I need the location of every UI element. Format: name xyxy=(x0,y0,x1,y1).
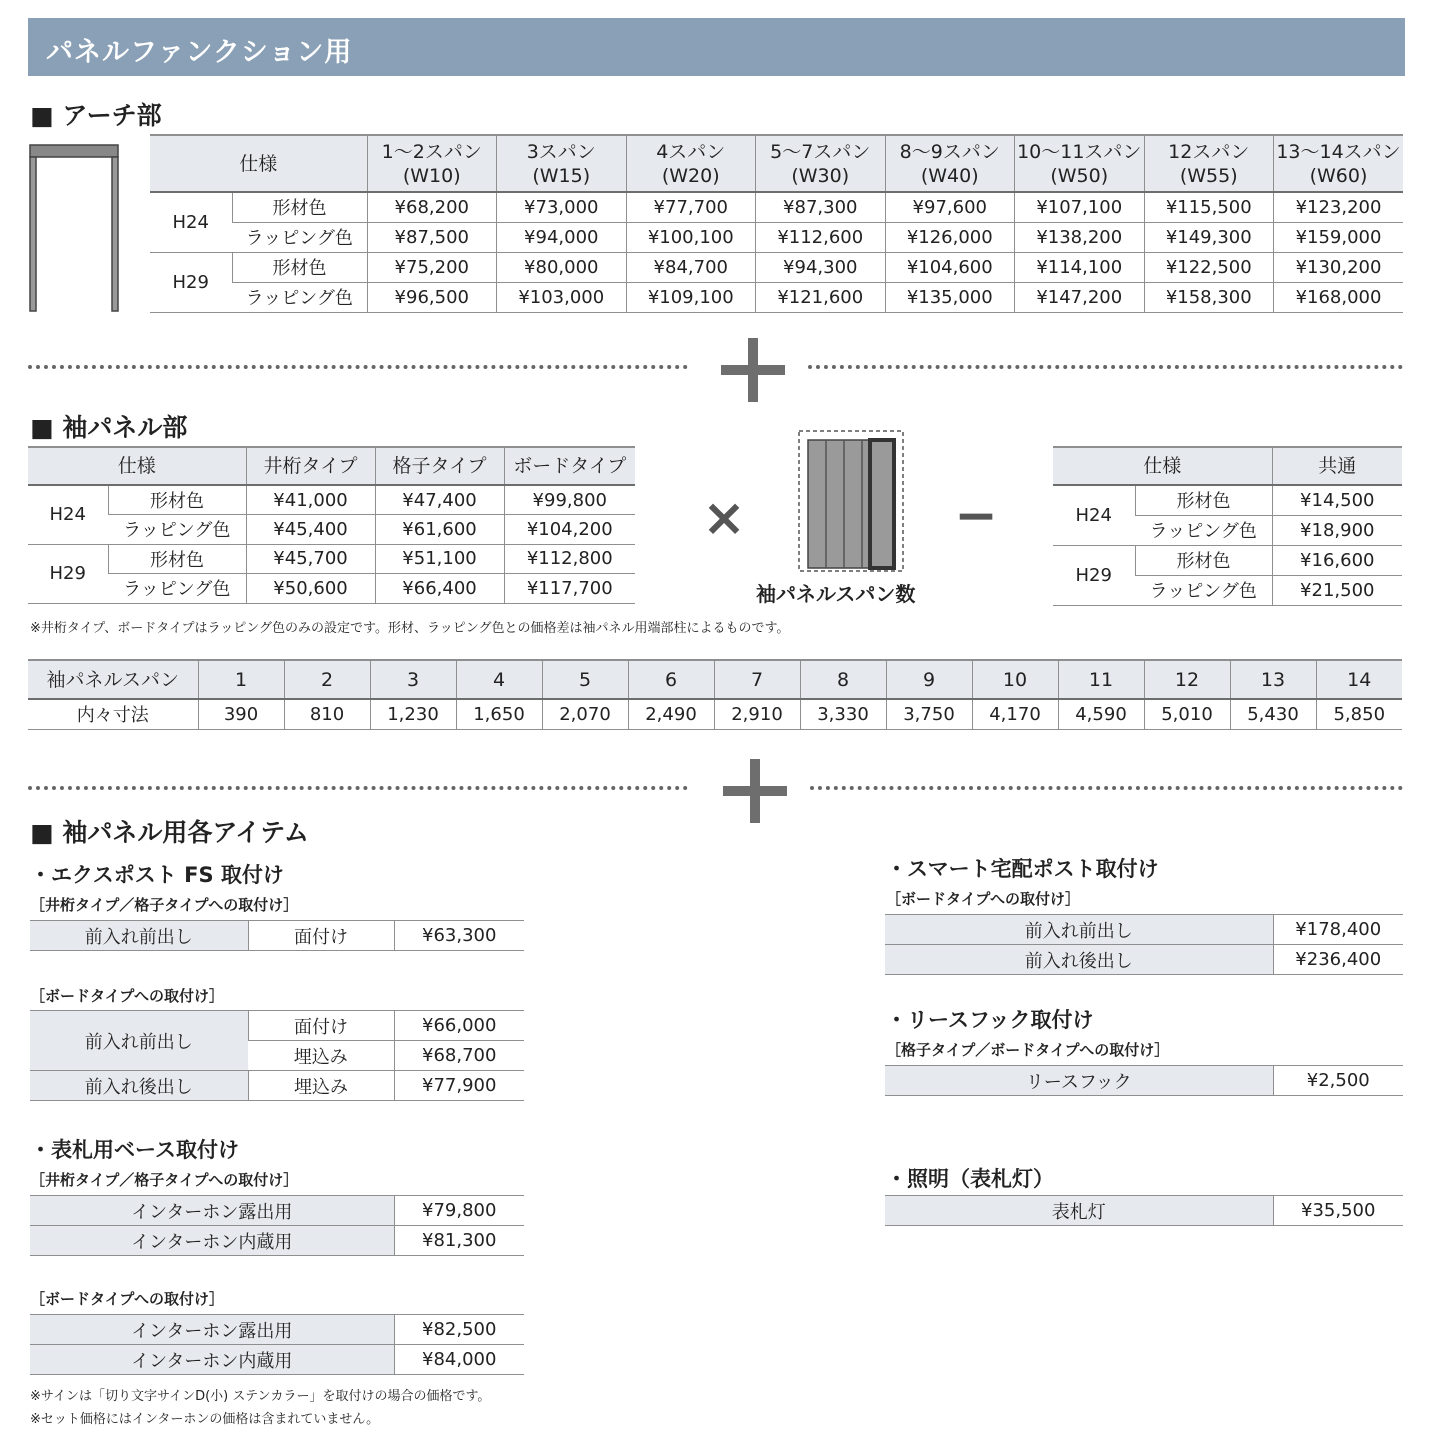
price-cell: ¥82,500 xyxy=(394,1315,524,1345)
nameplate-table-2 xyxy=(30,1314,524,1375)
price-cell: ¥121,600 xyxy=(756,282,886,312)
sleeve-spec-header: 仕様 xyxy=(28,447,246,485)
height-cell: H24 xyxy=(150,192,232,252)
wreath-sub: ［格子タイプ／ボードタイプへの取付け］ xyxy=(886,1041,1170,1059)
price-cell: ¥77,700 xyxy=(626,192,756,222)
price-cell: ¥94,000 xyxy=(497,222,627,252)
size-cell: 5,430 xyxy=(1230,699,1316,729)
expost-title: ・エクスポスト FS 取付け xyxy=(30,863,284,887)
price-cell: ¥103,000 xyxy=(497,282,627,312)
install-cell: 埋込み xyxy=(248,1041,394,1071)
price-cell: ¥73,000 xyxy=(497,192,627,222)
price-cell: ¥66,400 xyxy=(375,574,504,604)
price-cell: ¥41,000 xyxy=(246,485,375,515)
size-cell: 3,330 xyxy=(800,699,886,729)
table-row xyxy=(30,1226,524,1256)
item-cell: 前入れ後出し xyxy=(885,945,1273,975)
span-number: 11 xyxy=(1058,660,1144,699)
price-cell: ¥126,000 xyxy=(885,222,1015,252)
wreath-title: ・リースフック取付け xyxy=(886,1008,1094,1032)
table-row xyxy=(30,1071,524,1101)
items-note-2: ※セット価格にはインターホンの価格は含まれていません。 xyxy=(30,1412,380,1427)
price-cell: ¥84,000 xyxy=(394,1345,524,1375)
item-cell: インターホン内蔵用 xyxy=(30,1345,394,1375)
sleeve-col-header: 格子タイプ xyxy=(375,447,504,485)
color-cell: 形材色 xyxy=(108,544,246,574)
table-row xyxy=(885,915,1403,945)
price-cell: ¥123,200 xyxy=(1274,192,1404,222)
arch-price-table xyxy=(150,134,1403,313)
sleeve-price-table xyxy=(28,446,635,604)
size-cell: 3,750 xyxy=(886,699,972,729)
smart-post-title: ・スマート宅配ポスト取付け xyxy=(886,857,1159,881)
price-cell: ¥158,300 xyxy=(1144,282,1274,312)
minus-sign: − xyxy=(954,486,998,546)
arch-col-header: 8〜9スパン (W40) xyxy=(885,135,1015,192)
span-number: 2 xyxy=(284,660,370,699)
price-cell: ¥35,500 xyxy=(1273,1196,1403,1226)
nameplate-title: ・表札用ベース取付け xyxy=(30,1138,239,1162)
size-cell: 5,010 xyxy=(1144,699,1230,729)
light-table xyxy=(885,1195,1403,1226)
size-cell: 5,850 xyxy=(1316,699,1402,729)
span-number: 7 xyxy=(714,660,800,699)
smart-post-sub: ［ボードタイプへの取付け］ xyxy=(886,890,1080,908)
table-row xyxy=(150,282,1403,312)
dotted-divider xyxy=(28,786,688,790)
common-spec-header: 仕様 xyxy=(1053,447,1272,485)
price-cell: ¥2,500 xyxy=(1273,1066,1403,1096)
span-number: 1 xyxy=(198,660,284,699)
price-cell: ¥147,200 xyxy=(1015,282,1145,312)
span-number: 12 xyxy=(1144,660,1230,699)
size-row-label: 内々寸法 xyxy=(28,699,198,729)
common-price-table xyxy=(1053,446,1402,606)
size-cell: 1,650 xyxy=(456,699,542,729)
price-cell: ¥159,000 xyxy=(1274,222,1404,252)
table-row xyxy=(28,515,635,545)
common-col-header: 共通 xyxy=(1272,447,1402,485)
mount-type-cell: 前入れ前出し xyxy=(30,921,248,951)
price-cell: ¥21,500 xyxy=(1272,575,1402,605)
color-cell: ラッピング色 xyxy=(232,282,367,312)
smart-post-table xyxy=(885,914,1403,975)
table-row xyxy=(28,544,635,574)
price-cell: ¥87,500 xyxy=(367,222,497,252)
size-cell: 4,590 xyxy=(1058,699,1144,729)
height-cell: H24 xyxy=(1053,485,1135,545)
arch-col-header: 3スパン (W15) xyxy=(497,135,627,192)
price-cell: ¥115,500 xyxy=(1144,192,1274,222)
price-cell: ¥149,300 xyxy=(1144,222,1274,252)
price-cell: ¥107,100 xyxy=(1015,192,1145,222)
dotted-divider xyxy=(28,365,688,369)
arch-heading: ■ アーチ部 xyxy=(30,101,162,130)
item-cell: リースフック xyxy=(885,1066,1273,1096)
size-cell: 2,910 xyxy=(714,699,800,729)
size-cell: 810 xyxy=(284,699,370,729)
price-cell: ¥168,000 xyxy=(1274,282,1404,312)
size-cell: 1,230 xyxy=(370,699,456,729)
color-cell: 形材色 xyxy=(108,485,246,515)
expost-table-1 xyxy=(30,920,524,951)
price-cell: ¥112,600 xyxy=(756,222,886,252)
span-number: 6 xyxy=(628,660,714,699)
price-cell: ¥14,500 xyxy=(1272,485,1402,515)
sleeve-note: ※井桁タイプ、ボードタイプはラッピング色のみの設定です。形材、ラッピング色との価格差は袖パネル用端部柱によるものです。 xyxy=(30,621,790,636)
price-cell: ¥112,800 xyxy=(504,544,635,574)
items-note-1: ※サインは「切り文字サインD(小) ステンカラー」を取付けの場合の価格です。 xyxy=(30,1389,491,1404)
span-number: 8 xyxy=(800,660,886,699)
span-size-table xyxy=(28,659,1402,730)
price-cell: ¥117,700 xyxy=(504,574,635,604)
size-cell: 2,070 xyxy=(542,699,628,729)
wreath-table xyxy=(885,1065,1403,1096)
price-cell: ¥47,400 xyxy=(375,485,504,515)
dotted-divider xyxy=(810,786,1403,790)
price-cell: ¥178,400 xyxy=(1273,915,1403,945)
price-cell: ¥104,600 xyxy=(885,252,1015,282)
size-cell: 390 xyxy=(198,699,284,729)
item-cell: インターホン露出用 xyxy=(30,1315,394,1345)
price-cell: ¥68,200 xyxy=(367,192,497,222)
table-row xyxy=(1053,485,1402,515)
price-cell: ¥96,500 xyxy=(367,282,497,312)
price-cell: ¥50,600 xyxy=(246,574,375,604)
table-row xyxy=(885,1196,1403,1226)
table-row xyxy=(28,485,635,515)
span-number: 10 xyxy=(972,660,1058,699)
price-cell: ¥81,300 xyxy=(394,1226,524,1256)
price-cell: ¥122,500 xyxy=(1144,252,1274,282)
sleeve-col-header: 井桁タイプ xyxy=(246,447,375,485)
color-cell: ラッピング色 xyxy=(1135,575,1272,605)
price-cell: ¥51,100 xyxy=(375,544,504,574)
arch-col-header: 4スパン (W20) xyxy=(626,135,756,192)
table-row xyxy=(885,1066,1403,1096)
sleeve-heading: ■ 袖パネル部 xyxy=(30,413,188,442)
table-row xyxy=(30,1011,524,1041)
span-number: 9 xyxy=(886,660,972,699)
price-cell: ¥138,200 xyxy=(1015,222,1145,252)
color-cell: ラッピング色 xyxy=(108,574,246,604)
price-cell: ¥114,100 xyxy=(1015,252,1145,282)
price-cell: ¥18,900 xyxy=(1272,515,1402,545)
arch-col-header: 1〜2スパン (W10) xyxy=(367,135,497,192)
price-cell: ¥45,700 xyxy=(246,544,375,574)
span-count-caption: 袖パネルスパン数 xyxy=(756,582,916,606)
table-row xyxy=(30,1196,524,1226)
install-cell: 面付け xyxy=(248,1011,394,1041)
price-cell: ¥104,200 xyxy=(504,515,635,545)
multiply-sign: × xyxy=(702,488,746,548)
item-cell: インターホン内蔵用 xyxy=(30,1226,394,1256)
table-row xyxy=(28,574,635,604)
price-cell: ¥63,300 xyxy=(394,921,524,951)
price-cell: ¥16,600 xyxy=(1272,545,1402,575)
price-cell: ¥236,400 xyxy=(1273,945,1403,975)
color-cell: 形材色 xyxy=(232,252,367,282)
item-cell: 表札灯 xyxy=(885,1196,1273,1226)
mount-type-cell: 前入れ前出し xyxy=(30,1011,248,1071)
price-cell: ¥61,600 xyxy=(375,515,504,545)
color-cell: ラッピング色 xyxy=(108,515,246,545)
price-cell: ¥109,100 xyxy=(626,282,756,312)
price-cell: ¥79,800 xyxy=(394,1196,524,1226)
dotted-divider xyxy=(808,365,1403,369)
page-banner: パネルファンクション用 xyxy=(28,18,1405,76)
table-row xyxy=(30,1345,524,1375)
price-cell: ¥75,200 xyxy=(367,252,497,282)
table-row xyxy=(885,945,1403,975)
price-cell: ¥77,900 xyxy=(394,1071,524,1101)
span-number: 4 xyxy=(456,660,542,699)
height-cell: H29 xyxy=(1053,545,1135,605)
install-cell: 面付け xyxy=(248,921,394,951)
price-cell: ¥100,100 xyxy=(626,222,756,252)
table-row xyxy=(1053,545,1402,575)
item-cell: インターホン露出用 xyxy=(30,1196,394,1226)
arch-spec-header: 仕様 xyxy=(150,135,367,192)
arch-col-header: 5〜7スパン (W30) xyxy=(756,135,886,192)
table-row xyxy=(30,1315,524,1345)
table-row xyxy=(28,699,1402,729)
nameplate-sub2: ［ボードタイプへの取付け］ xyxy=(30,1290,224,1308)
plus-icon xyxy=(723,759,787,823)
table-row xyxy=(30,921,524,951)
price-cell: ¥97,600 xyxy=(885,192,1015,222)
span-number: 13 xyxy=(1230,660,1316,699)
size-cell: 2,490 xyxy=(628,699,714,729)
table-row xyxy=(150,252,1403,282)
price-cell: ¥99,800 xyxy=(504,485,635,515)
price-cell: ¥135,000 xyxy=(885,282,1015,312)
span-number: 5 xyxy=(542,660,628,699)
price-cell: ¥87,300 xyxy=(756,192,886,222)
span-label-header: 袖パネルスパン xyxy=(28,660,198,699)
size-cell: 4,170 xyxy=(972,699,1058,729)
color-cell: ラッピング色 xyxy=(232,222,367,252)
price-cell: ¥130,200 xyxy=(1274,252,1404,282)
table-row xyxy=(150,192,1403,222)
table-row xyxy=(150,222,1403,252)
install-cell: 埋込み xyxy=(248,1071,394,1101)
sleeve-col-header: ボードタイプ xyxy=(504,447,635,485)
price-cell: ¥84,700 xyxy=(626,252,756,282)
nameplate-table-1 xyxy=(30,1195,524,1256)
expost-sub1: ［井桁タイプ／格子タイプへの取付け］ xyxy=(30,896,299,914)
price-cell: ¥68,700 xyxy=(394,1041,524,1071)
price-cell: ¥66,000 xyxy=(394,1011,524,1041)
arch-col-header: 10〜11スパン (W50) xyxy=(1015,135,1145,192)
mount-type-cell: 前入れ後出し xyxy=(30,1071,248,1101)
items-heading: ■ 袖パネル用各アイテム xyxy=(30,818,309,847)
arch-illustration xyxy=(28,143,120,313)
expost-sub2: ［ボードタイプへの取付け］ xyxy=(30,987,224,1005)
color-cell: 形材色 xyxy=(1135,545,1272,575)
height-cell: H24 xyxy=(28,485,108,544)
price-cell: ¥45,400 xyxy=(246,515,375,545)
color-cell: 形材色 xyxy=(232,192,367,222)
item-cell: 前入れ前出し xyxy=(885,915,1273,945)
height-cell: H29 xyxy=(150,252,232,312)
span-number: 3 xyxy=(370,660,456,699)
span-number: 14 xyxy=(1316,660,1402,699)
height-cell: H29 xyxy=(28,544,108,603)
color-cell: 形材色 xyxy=(1135,485,1272,515)
sleeve-panel-illustration xyxy=(796,428,906,574)
price-cell: ¥80,000 xyxy=(497,252,627,282)
arch-col-header: 13〜14スパン (W60) xyxy=(1274,135,1404,192)
price-cell: ¥94,300 xyxy=(756,252,886,282)
nameplate-sub1: ［井桁タイプ／格子タイプへの取付け］ xyxy=(30,1171,299,1189)
arch-col-header: 12スパン (W55) xyxy=(1144,135,1274,192)
expost-table-2 xyxy=(30,1010,524,1101)
color-cell: ラッピング色 xyxy=(1135,515,1272,545)
plus-icon xyxy=(721,338,785,402)
light-title: ・照明（表札灯） xyxy=(886,1167,1054,1191)
